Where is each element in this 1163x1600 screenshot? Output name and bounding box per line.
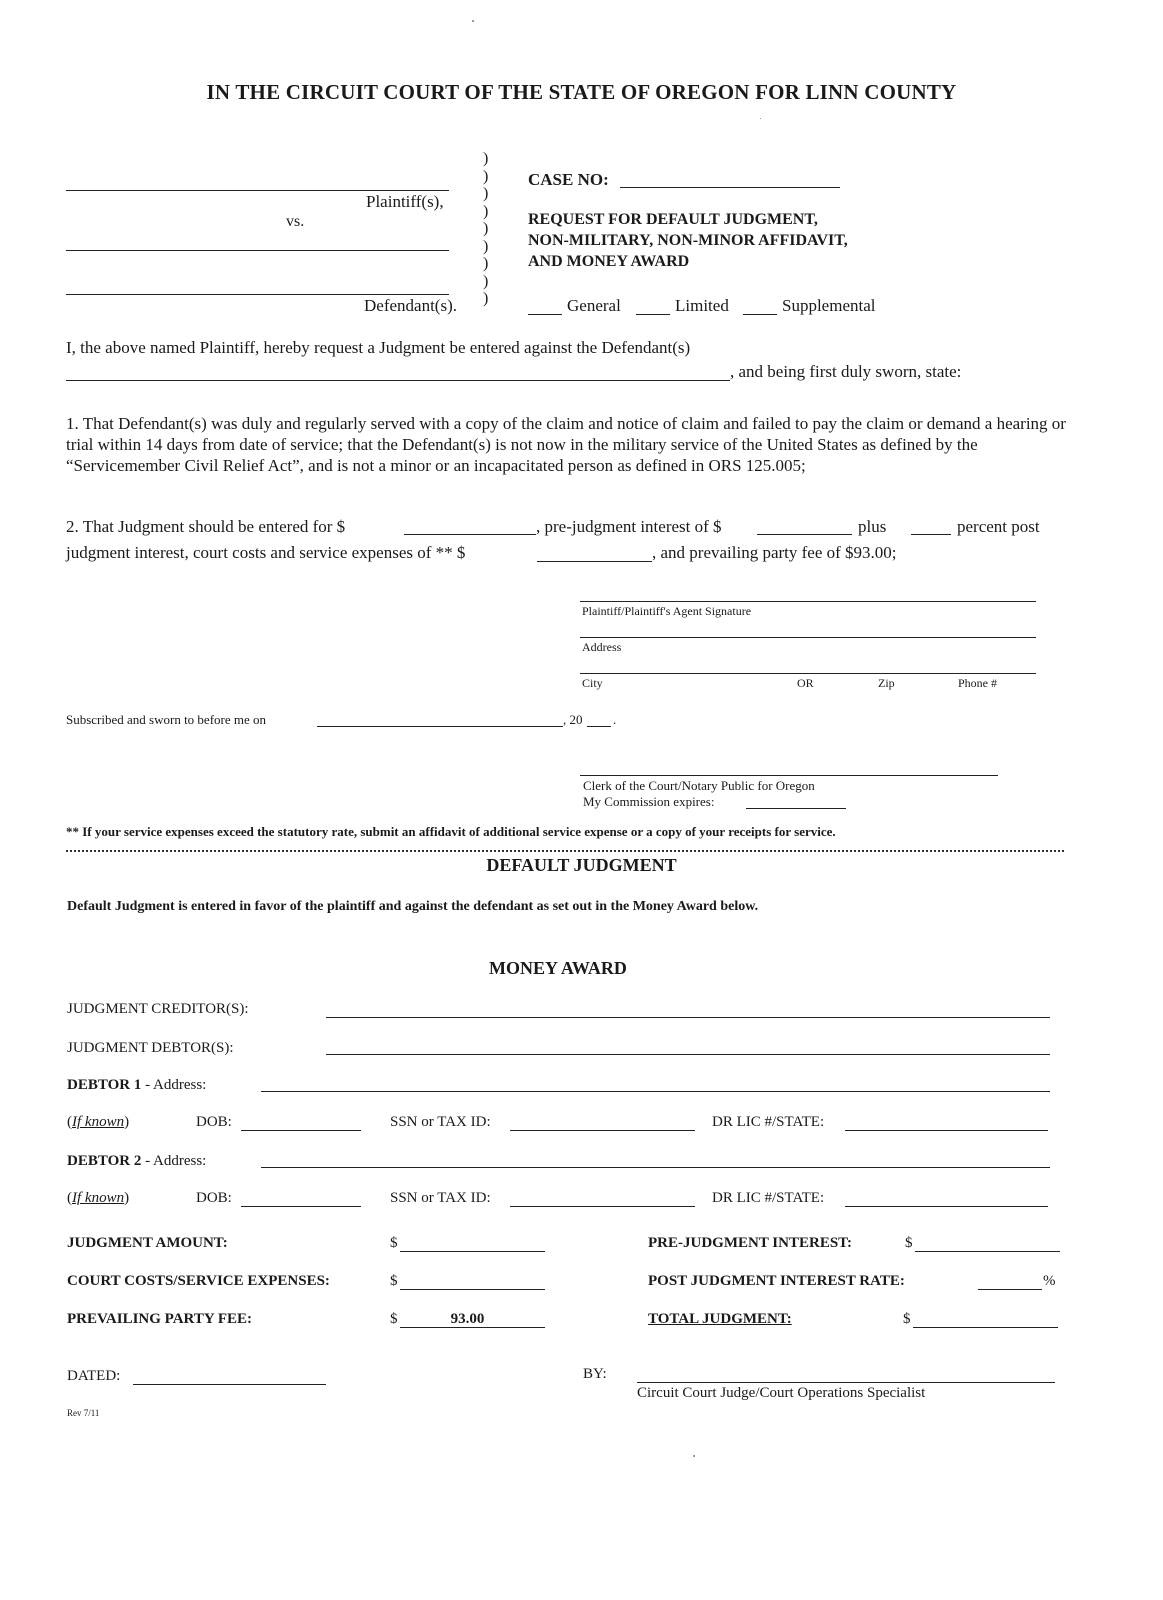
- subscribed-label: Subscribed and sworn to before me on: [66, 712, 267, 727]
- debtor2-drlic-field[interactable]: [845, 1206, 1048, 1207]
- clerk-label: Clerk of the Court/Notary Public for Oregon: [583, 778, 815, 793]
- post-rate-percent: %: [1043, 1273, 1056, 1289]
- plaintiff-name-line[interactable]: [66, 190, 449, 191]
- item-2-prejudgment-label: , pre-judgment interest of $: [536, 517, 722, 536]
- type-supplemental-checkbox[interactable]: [743, 314, 777, 315]
- debtor2-if-known: (If known): [67, 1190, 130, 1206]
- dated-field[interactable]: [133, 1384, 326, 1385]
- debtor2-dob-label: DOB:: [196, 1190, 232, 1206]
- debtor1-dob-label: DOB:: [196, 1114, 232, 1130]
- total-judgment-dollar: $: [903, 1311, 911, 1327]
- debtor1-drlic-label: DR LIC #/STATE:: [712, 1114, 825, 1130]
- creditor-field[interactable]: [326, 1017, 1050, 1018]
- type-general-checkbox[interactable]: [528, 314, 562, 315]
- footnote: ** If your service expenses exceed the statutory rate, submit an affidavit of additional service expense or a copy of your receipts for service.: [66, 824, 836, 839]
- signature-line[interactable]: [580, 601, 1036, 602]
- clerk-signature-line[interactable]: [580, 775, 998, 776]
- judge-label: Circuit Court Judge/Court Operations Specialist: [637, 1385, 926, 1401]
- debtor2-ssn-label: SSN or TAX ID:: [390, 1190, 491, 1206]
- state-label: OR: [797, 676, 814, 690]
- scan-speck: [693, 1455, 695, 1457]
- type-limited-checkbox[interactable]: [636, 314, 670, 315]
- commission-label: My Commission expires:: [583, 794, 715, 809]
- debtor1-address-label: DEBTOR 1 - Address:: [67, 1077, 207, 1093]
- post-rate-value-field[interactable]: [978, 1289, 1042, 1290]
- dated-label: DATED:: [67, 1368, 121, 1384]
- request-sworn: , and being first duly sworn, state:: [730, 362, 962, 381]
- zip-label: Zip: [878, 676, 895, 690]
- city-label: City: [582, 676, 603, 690]
- pre-interest-label: PRE-JUDGMENT INTEREST:: [648, 1235, 853, 1251]
- item-2-plus-label: plus: [858, 517, 887, 536]
- item-2-fee-label: , and prevailing party fee of $93.00;: [652, 543, 897, 562]
- request-intro: I, the above named Plaintiff, hereby request a Judgment be entered against the Defendant(s): [66, 338, 691, 357]
- vs-label: vs.: [286, 213, 305, 230]
- doc-title-line2: NON-MILITARY, NON-MINOR AFFIDAVIT,: [528, 232, 848, 249]
- city-state-zip-line[interactable]: [580, 673, 1036, 674]
- debtor2-address-field[interactable]: [261, 1167, 1050, 1168]
- creditor-label: JUDGMENT CREDITOR(S):: [67, 1001, 249, 1017]
- judgment-amount-field[interactable]: [404, 534, 536, 535]
- court-costs-dollar: $: [390, 1273, 398, 1289]
- judgment-amount-label: JUDGMENT AMOUNT:: [67, 1235, 228, 1251]
- debtor2-address-label: DEBTOR 2 - Address:: [67, 1153, 207, 1169]
- item-2-percent-post-label: percent post: [957, 517, 1040, 536]
- default-judgment-heading: DEFAULT JUDGMENT: [486, 855, 677, 875]
- judgment-amount-dollar: $: [390, 1235, 398, 1251]
- item-2-costs-label: judgment interest, court costs and service expenses of ** $: [66, 543, 466, 562]
- court-costs-field[interactable]: [537, 561, 652, 562]
- total-judgment-label: TOTAL JUDGMENT:: [648, 1311, 792, 1327]
- debtor1-address-field[interactable]: [261, 1091, 1050, 1092]
- revision-label: Rev 7/11: [67, 1408, 100, 1418]
- total-judgment-value-field[interactable]: [913, 1327, 1058, 1328]
- debtor1-if-known: (If known): [67, 1114, 130, 1130]
- debtor2-ssn-field[interactable]: [510, 1206, 695, 1207]
- item-1-text: 1. That Defendant(s) was duly and regularly served with a copy of the claim and notice of claim and failed to pay the claim or demand a hearing or trial within 14 days from date of service; that the Defendant(s) is not now in the military service of the United States as defined by the “Servicemember Civil Relief Act”, and is not a minor or an incapacitated person as defined in ORS 125.005;: [66, 414, 1066, 475]
- prevailing-fee-label: PREVAILING PARTY FEE:: [67, 1311, 253, 1327]
- section-divider: [66, 850, 1064, 852]
- defendant-against-field[interactable]: [66, 380, 730, 381]
- type-supplemental-label: Supplemental: [782, 296, 876, 315]
- defendant-name-line-1[interactable]: [66, 250, 449, 251]
- debtor-field[interactable]: [326, 1054, 1050, 1055]
- default-judgment-statement: Default Judgment is entered in favor of the plaintiff and against the defendant as set out in the Money Award below.: [67, 899, 759, 914]
- type-limited-label: Limited: [675, 296, 729, 315]
- judge-signature-line[interactable]: [637, 1382, 1055, 1383]
- sworn-date-field[interactable]: [317, 726, 563, 727]
- defendant-label: Defendant(s).: [364, 296, 457, 315]
- pre-interest-dollar: $: [905, 1235, 913, 1251]
- defendant-name-line-2[interactable]: [66, 294, 449, 295]
- address-label: Address: [582, 640, 622, 654]
- signature-label: Plaintiff/Plaintiff's Agent Signature: [582, 604, 752, 618]
- post-interest-percent-field[interactable]: [911, 534, 951, 535]
- money-award-heading: MONEY AWARD: [489, 958, 627, 978]
- debtor1-dob-field[interactable]: [241, 1130, 361, 1131]
- year-suffix: .: [613, 712, 617, 727]
- debtor-label: JUDGMENT DEBTOR(S):: [67, 1040, 234, 1056]
- debtor2-drlic-label: DR LIC #/STATE:: [712, 1190, 825, 1206]
- scan-speck: [472, 20, 474, 22]
- court-costs-label: COURT COSTS/SERVICE EXPENSES:: [67, 1273, 330, 1289]
- prevailing-fee-value[interactable]: 93.00: [450, 1311, 485, 1327]
- doc-title-line3: AND MONEY AWARD: [528, 253, 690, 270]
- court-costs-value-field[interactable]: [400, 1289, 545, 1290]
- sworn-year-field[interactable]: [587, 726, 611, 727]
- type-general-label: General: [567, 296, 621, 315]
- judgment-amount-value-field[interactable]: [400, 1251, 545, 1252]
- address-line[interactable]: [580, 637, 1036, 638]
- by-label: BY:: [583, 1366, 607, 1382]
- debtor1-ssn-field[interactable]: [510, 1130, 695, 1131]
- prevailing-fee-dollar: $: [390, 1311, 398, 1327]
- case-no-field[interactable]: [620, 187, 840, 188]
- caption-parentheses: ) ) ) ) ) ) ) ) ): [483, 150, 489, 307]
- post-rate-label: POST JUDGMENT INTEREST RATE:: [648, 1273, 905, 1289]
- plaintiff-label: Plaintiff(s),: [366, 192, 444, 211]
- scan-speck: [760, 118, 761, 119]
- commission-expires-field[interactable]: [746, 808, 846, 809]
- debtor1-ssn-label: SSN or TAX ID:: [390, 1114, 491, 1130]
- pre-interest-value-field[interactable]: [915, 1251, 1060, 1252]
- prejudgment-interest-field[interactable]: [757, 534, 852, 535]
- item-2-judgment-label: 2. That Judgment should be entered for $: [66, 517, 346, 536]
- year-prefix: , 20: [563, 712, 583, 727]
- court-title: IN THE CIRCUIT COURT OF THE STATE OF OREGON FOR LINN COUNTY: [206, 80, 957, 104]
- phone-label: Phone #: [958, 676, 997, 690]
- doc-title-line1: REQUEST FOR DEFAULT JUDGMENT,: [528, 211, 818, 228]
- debtor2-dob-field[interactable]: [241, 1206, 361, 1207]
- debtor1-drlic-field[interactable]: [845, 1130, 1048, 1131]
- case-no-label: CASE NO:: [528, 170, 609, 189]
